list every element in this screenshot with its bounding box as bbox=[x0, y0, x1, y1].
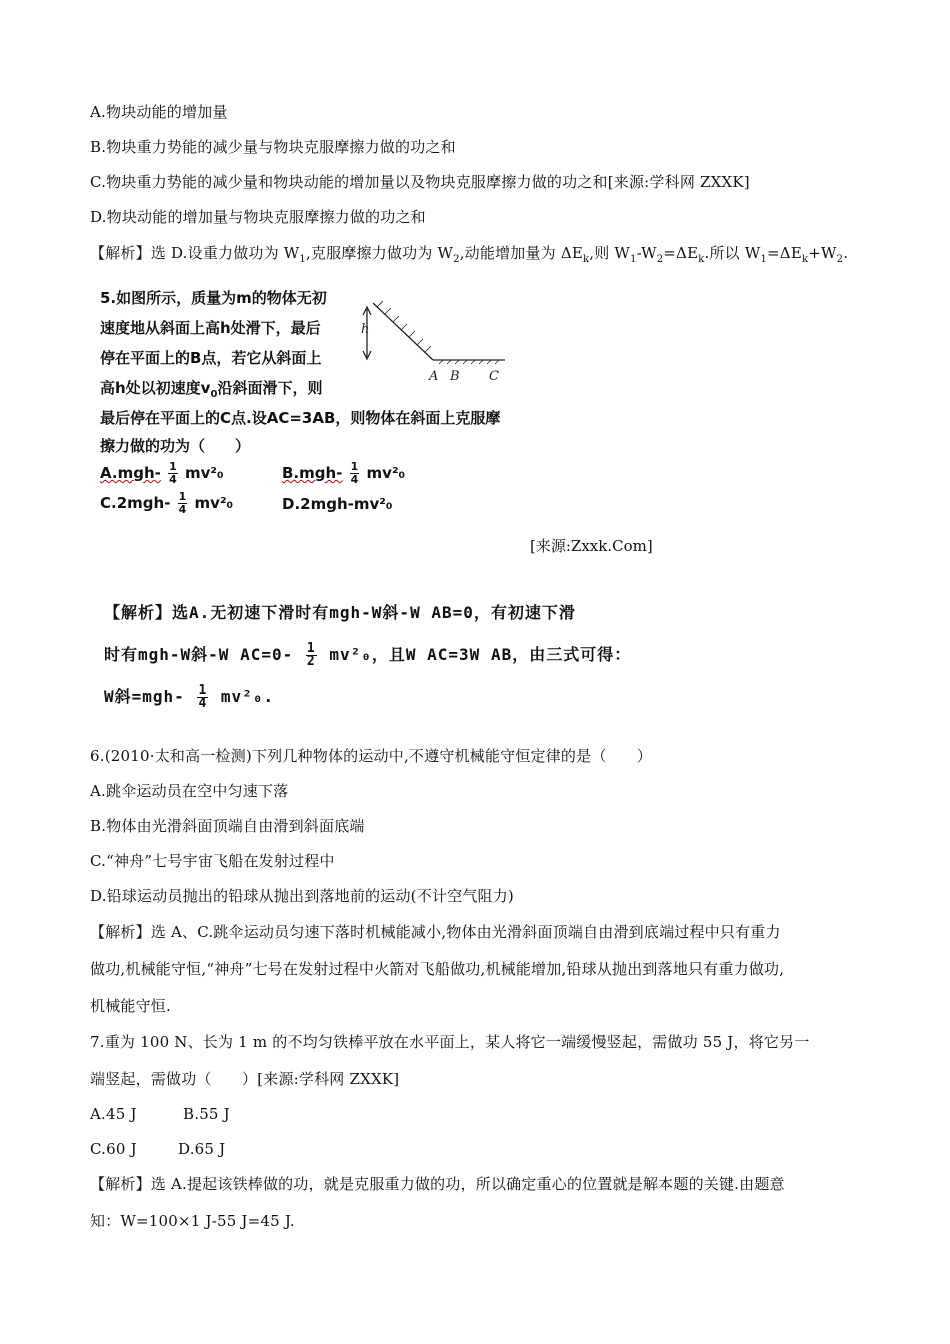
q7-option-b: B.55 J bbox=[183, 1105, 230, 1123]
q7-option-c: C.60 J bbox=[90, 1140, 137, 1158]
q6-analysis-line3: 机械能守恒. bbox=[90, 997, 171, 1015]
label-c: C bbox=[489, 369, 499, 384]
label-h: h bbox=[361, 322, 370, 337]
q7-option-d: D.65 J bbox=[178, 1140, 226, 1158]
q6-analysis-line2: 做功,机械能守恒,“神舟”七号在发射过程中火箭对飞船做功,机械能增加,铅球从抛出到落地只有重力做功, bbox=[90, 960, 785, 978]
q4-option-d: D.物块动能的增加量与物块克服摩擦力做的功之和 bbox=[90, 208, 426, 226]
q5-analysis-line2: 时有mgh-W斜-W AC=0- $\frac{1}{2}$ mv²₀，且W AC=3W AB，由三式可得： bbox=[104, 641, 632, 669]
q5-analysis-block bbox=[104, 600, 632, 720]
q6-stem: 6.(2010·太和高一检测)下列几种物体的运动中,不遵守机械能守恒定律的是（ ） bbox=[90, 747, 653, 765]
q5-analysis-line1: 【解析】选A.无初速下滑时有mgh-W斜-W AB=0，有初速下滑 bbox=[104, 603, 576, 622]
q7-stem-line1: 7.重为 100 N、长为 1 m 的不均匀铁棒平放在水平面上，某人将它一端缓慢竖起，需做功 55 J，将它另一 bbox=[90, 1033, 810, 1051]
q6-option-c: C.“神舟”七号宇宙飞船在发射过程中 bbox=[90, 852, 335, 870]
q5-source-note: [来源:Zxxk.Com] bbox=[530, 537, 653, 555]
fraction: $\frac{1}{2}$ bbox=[306, 641, 316, 669]
q7-analysis-line1: 【解析】选 A.提起该铁棒做的功，就是克服重力做的功，所以确定重心的位置就是解本题的关键.由题意 bbox=[90, 1175, 785, 1193]
incline-slope bbox=[373, 303, 433, 360]
label-a: A bbox=[429, 369, 439, 384]
q4-option-a: A.物块动能的增加量 bbox=[90, 103, 228, 121]
q4-analysis: 【解析】选 D.设重力做功为 $W_1$,克服摩擦力做功为 $W_2$,动能增加量为 $\Delta E_k$,则 $W_1-W_2=\Delta E_k$.所以 $W_1=\Delta E_k+W_2$. bbox=[90, 244, 849, 265]
incline-diagram bbox=[355, 295, 515, 390]
fraction: $\frac{1}{4}$ bbox=[178, 490, 187, 516]
q5-stem-line6: 擦力做的功为（ ） bbox=[100, 437, 251, 455]
q5-stem-line5: 最后停在平面上的C点.设AC=3AB，则物体在斜面上克服摩 bbox=[100, 409, 501, 427]
q5-option-d: D.2mgh-mv²₀ bbox=[282, 495, 393, 513]
slope-hatching bbox=[377, 301, 431, 352]
q5-stem-line4: 高h处以初速度$v_0$沿斜面滑下，则 bbox=[100, 379, 323, 400]
q4-option-c: C.物块重力势能的减少量和物块动能的增加量以及物块克服摩擦力做的功之和[来源:学科网 ZXXK] bbox=[90, 173, 750, 191]
q6-option-a: A.跳伞运动员在空中匀速下落 bbox=[90, 782, 289, 800]
q7-option-a: A.45 J bbox=[90, 1105, 137, 1123]
label-b: B bbox=[450, 369, 460, 384]
q6-option-d: D.铅球运动员抛出的铅球从抛出到落地前的运动(不计空气阻力) bbox=[90, 887, 514, 905]
q5-analysis-line3: W斜=mgh- $\frac{1}{4}$ mv²₀. bbox=[104, 683, 275, 711]
q5-stem-line2: 速度地从斜面上高h处滑下，最后 bbox=[100, 319, 321, 337]
q6-option-b: B.物体由光滑斜面顶端自由滑到斜面底端 bbox=[90, 817, 365, 835]
q5-option-a: A.mgh- $\frac{1}{4}$ mv²₀ bbox=[100, 460, 224, 486]
q4-option-b: B.物块重力势能的减少量与物块克服摩擦力做的功之和 bbox=[90, 138, 456, 156]
q5-option-b: B.mgh- $\frac{1}{4}$ mv²₀ bbox=[282, 460, 406, 486]
q7-stem-line2: 端竖起，需做功（ ）[来源:学科网 ZXXK] bbox=[90, 1070, 400, 1088]
q7-analysis-line2: 知：W=100×1 J-55 J=45 J. bbox=[90, 1212, 295, 1230]
fraction: $\frac{1}{4}$ bbox=[169, 460, 177, 486]
q5-option-c: C.2mgh- $\frac{1}{4}$ mv²₀ bbox=[100, 490, 234, 516]
q5-stem-line3: 停在平面上的B点，若它从斜面上 bbox=[100, 349, 322, 367]
fraction: $\frac{1}{4}$ bbox=[350, 460, 359, 486]
q6-analysis-line1: 【解析】选 A、C.跳伞运动员匀速下落时机械能减小,物体由光滑斜面顶端自由滑到底端过程中只有重力 bbox=[90, 923, 781, 941]
fraction: $\frac{1}{4}$ bbox=[198, 683, 208, 711]
q5-stem-line1: 5.如图所示，质量为m的物体无初 bbox=[100, 289, 327, 307]
